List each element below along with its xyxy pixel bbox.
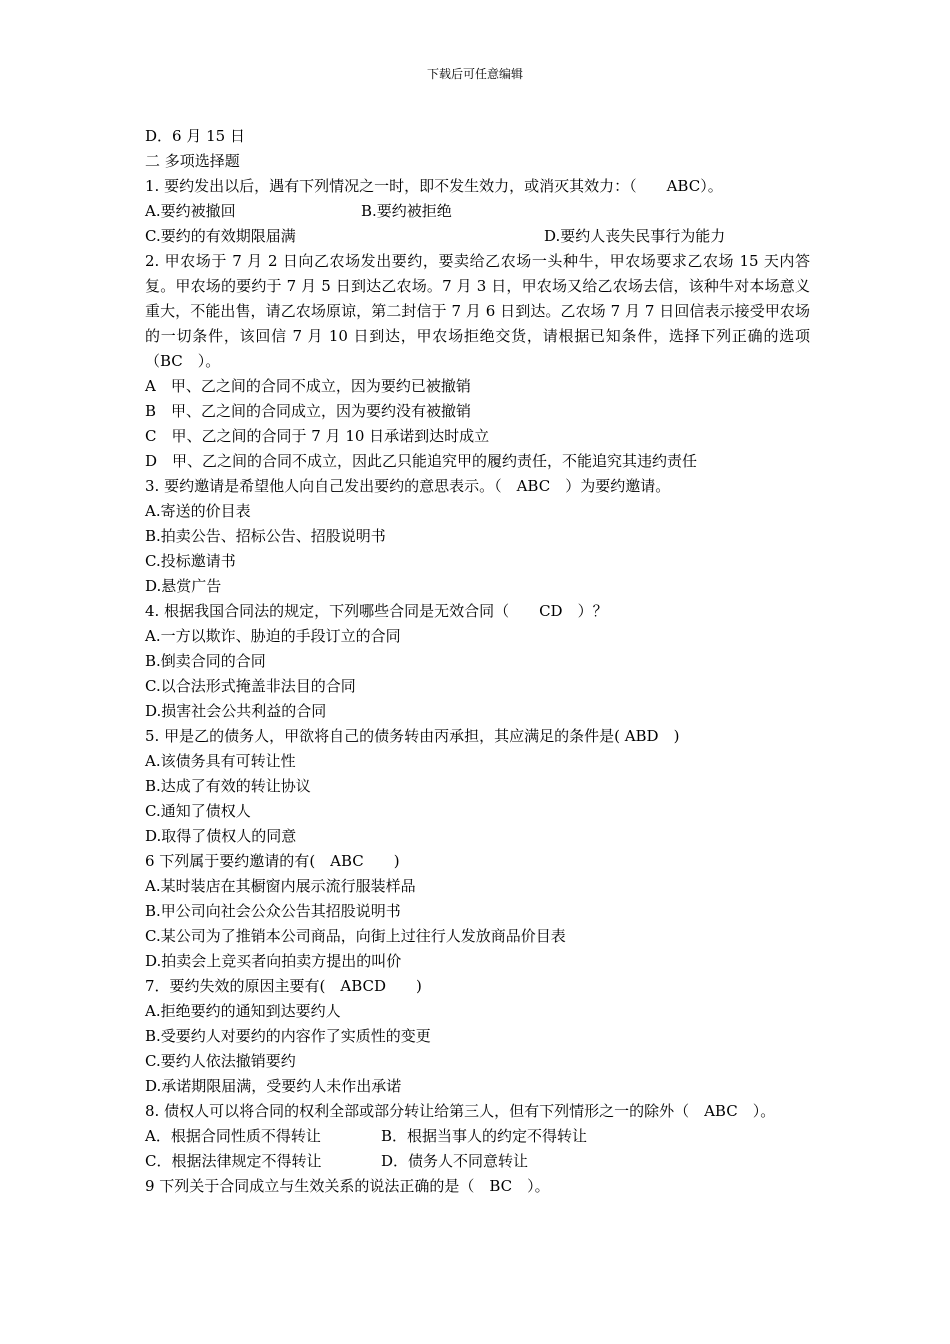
option-d: D 甲、乙之间的合同不成立，因此乙只能追究甲的履约责任，不能追究其违约责任 bbox=[145, 452, 698, 470]
option-c: C.要约的有效期限届满 bbox=[145, 227, 296, 245]
document-body bbox=[145, 124, 810, 1199]
option-b: B.要约被拒绝 bbox=[361, 202, 452, 220]
page-header: 下载后可任意编辑 bbox=[426, 67, 523, 81]
option-d: D.取得了债权人的同意 bbox=[145, 827, 297, 845]
option-b: B．根据当事人的约定不得转让 bbox=[381, 1127, 588, 1145]
option-c: C.通知了债权人 bbox=[145, 802, 251, 820]
option-c: C.以合法形式掩盖非法目的合同 bbox=[145, 677, 356, 695]
option-a: A.拒绝要约的通知到达要约人 bbox=[145, 1002, 341, 1020]
question-4: 4. 根据我国合同法的规定，下列哪些合同是无效合同（ CD ）？ bbox=[145, 602, 608, 620]
question-1: 1. 要约发出以后，遇有下列情况之一时，即不发生效力，或消灭其效力：（ ABC）。 bbox=[145, 177, 723, 195]
question-7: 7．要约失效的原因主要有( ABCD ) bbox=[145, 977, 422, 995]
option-a: A．根据合同性质不得转让 bbox=[145, 1127, 321, 1145]
option-b: B.拍卖公告、招标公告、招股说明书 bbox=[145, 527, 386, 545]
option-d: D.悬赏广告 bbox=[145, 577, 222, 595]
option-d: D.拍卖会上竞买者向拍卖方提出的叫价 bbox=[145, 952, 402, 970]
option-a: A.某时装店在其橱窗内展示流行服装样品 bbox=[145, 877, 416, 895]
option-b: B.达成了有效的转让协议 bbox=[145, 777, 311, 795]
option-b: B.倒卖合同的合同 bbox=[145, 652, 266, 670]
option-a: A.寄送的价目表 bbox=[145, 502, 251, 520]
option-a: A.要约被撤回 bbox=[145, 202, 236, 220]
option-a: A.该债务具有可转让性 bbox=[145, 752, 296, 770]
question-3: 3. 要约邀请是希望他人向自己发出要约的意思表示。（ ABC ）为要约邀请。 bbox=[145, 477, 671, 495]
section-title: 二 多项选择题 bbox=[145, 152, 240, 170]
option-d: D.要约人丧失民事行为能力 bbox=[544, 227, 726, 245]
option-c: C.投标邀请书 bbox=[145, 552, 236, 570]
question-9: 9 下列关于合同成立与生效关系的说法正确的是（ BC ）。 bbox=[145, 1177, 550, 1195]
question-5: 5. 甲是乙的债务人，甲欲将自己的债务转由丙承担，其应满足的条件是( ABD ) bbox=[145, 727, 680, 745]
option-c: C.要约人依法撤销要约 bbox=[145, 1052, 296, 1070]
question-8: 8. 债权人可以将合同的权利全部或部分转让给第三人，但有下列情形之一的除外（ ABC ）。 bbox=[145, 1102, 776, 1120]
option-c: C 甲、乙之间的合同于 7 月 10 日承诺到达时成立 bbox=[145, 427, 490, 445]
option-c: C．根据法律规定不得转让 bbox=[145, 1152, 322, 1170]
option-a: A.一方以欺诈、胁迫的手段订立的合同 bbox=[145, 627, 401, 645]
option-d: D．债务人不同意转让 bbox=[381, 1152, 529, 1170]
question-6: 6 下列属于要约邀请的有( ABC ) bbox=[145, 852, 400, 870]
question-2: 2. 甲农场于 7 月 2 日向乙农场发出要约，要卖给乙农场一头种牛，甲农场要求乙农场 15 天内答复。甲农场的要约于 7 月 5 日到达乙农场。7 月 3 日，甲农场又给乙农场去信，该种牛对本场意义重大，不能出售，请乙农场原谅，第二封信于 7 月 6 日到达。乙农场 7 月 7 日回信表示接受甲农场的一切条件，该回信 7 月 10 日到达，甲农场拒绝交货，请根据已知条件，选择下列正确的选项（BC ）。 bbox=[145, 252, 810, 370]
options-row bbox=[145, 199, 810, 224]
options-row bbox=[145, 1124, 810, 1149]
options-row bbox=[145, 224, 810, 249]
option-c: C.某公司为了推销本公司商品，向街上过往行人发放商品价目表 bbox=[145, 927, 566, 945]
option-d: D.承诺期限届满，受要约人未作出承诺 bbox=[145, 1077, 402, 1095]
options-row bbox=[145, 1149, 810, 1174]
option-d: D.损害社会公共利益的合同 bbox=[145, 702, 327, 720]
option-b: B.受要约人对要约的内容作了实质性的变更 bbox=[145, 1027, 431, 1045]
option-a: A 甲、乙之间的合同不成立，因为要约已被撤销 bbox=[145, 377, 471, 395]
option-b: B.甲公司向社会公众公告其招股说明书 bbox=[145, 902, 401, 920]
option-b: B 甲、乙之间的合同成立，因为要约没有被撤销 bbox=[145, 402, 472, 420]
option-line: D．6 月 15 日 bbox=[145, 127, 245, 145]
